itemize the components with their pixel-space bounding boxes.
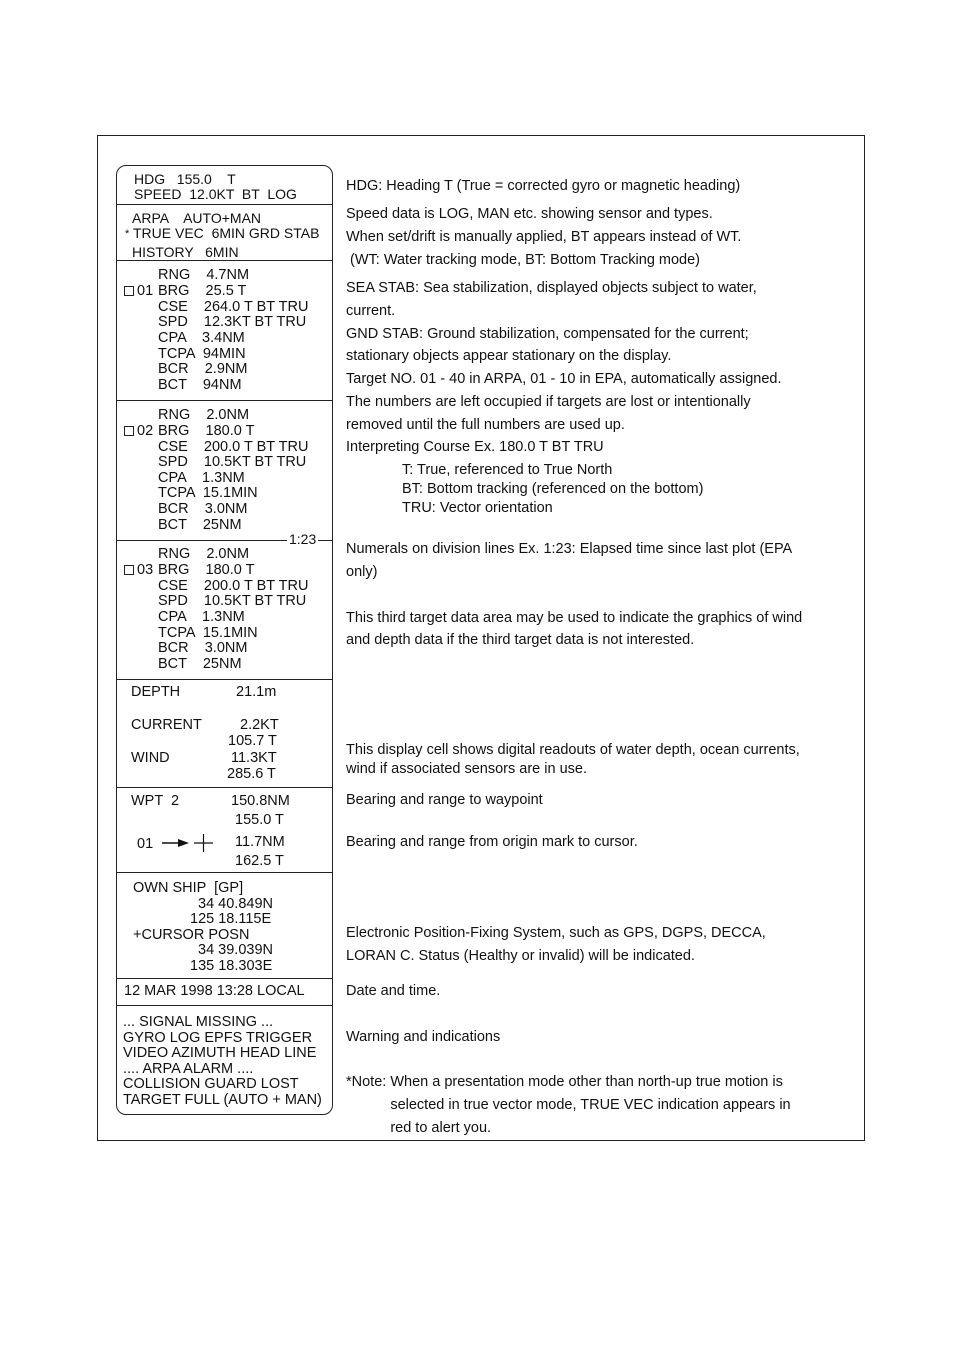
- warning-line: .... ARPA ALARM ....: [123, 1061, 254, 1077]
- desc-epfs: LORAN C. Status (Healthy or invalid) will be indicated.: [346, 948, 695, 964]
- panel-divider: [117, 204, 332, 205]
- target-number: 01: [137, 283, 154, 299]
- target-checkbox[interactable]: [124, 286, 134, 296]
- desc-waypoint: Bearing and range to waypoint: [346, 792, 543, 808]
- target-line: BRG 180.0 T: [158, 562, 255, 578]
- target-line: CSE 200.0 T BT TRU: [158, 578, 309, 594]
- target-checkbox[interactable]: [124, 565, 134, 575]
- target-line: RNG 2.0NM: [158, 407, 250, 423]
- desc-hdg: HDG: Heading T (True = corrected gyro or magnetic heading): [346, 178, 741, 194]
- warning-line: TARGET FULL (AUTO + MAN): [123, 1092, 322, 1108]
- wind-direction: 285.6 T: [227, 766, 276, 782]
- panel-divider: [117, 400, 332, 401]
- target-line: CPA 1.3NM: [158, 470, 245, 486]
- desc-course-code: T: True, referenced to True North: [402, 462, 613, 478]
- own-ship-label: OWN SHIP [GP]: [133, 880, 244, 896]
- desc-speed: (WT: Water tracking mode, BT: Bottom Tracking mode): [346, 252, 701, 268]
- desc-env: wind if associated sensors are in use.: [346, 761, 587, 777]
- target-line: CPA 1.3NM: [158, 609, 245, 625]
- warning-line: COLLISION GUARD LOST: [123, 1076, 299, 1092]
- desc-stab: removed until the full numbers are used up.: [346, 417, 625, 433]
- panel-divider: [117, 1005, 332, 1006]
- target-line: TCPA 94MIN: [158, 346, 246, 362]
- origin-mark-number: 01: [137, 836, 154, 852]
- arpa-mode: ARPA AUTO+MAN: [132, 210, 262, 226]
- depth-label: DEPTH: [131, 684, 181, 700]
- waypoint-label: WPT 2: [131, 793, 180, 809]
- panel-divider: [117, 978, 332, 979]
- current-direction: 105.7 T: [228, 733, 277, 749]
- current-speed: 2.2KT: [240, 717, 279, 733]
- cursor-bearing: 162.5 T: [235, 853, 284, 869]
- panel-divider: [117, 679, 332, 680]
- origin-arrow-icon: [160, 834, 216, 852]
- own-ship-latitude: 34 40.849N: [198, 896, 273, 912]
- target-line: BCT 94NM: [158, 377, 242, 393]
- panel-divider: [117, 260, 332, 261]
- target-line: BRG 180.0 T: [158, 423, 255, 439]
- target-number: 03: [137, 562, 154, 578]
- history-setting: HISTORY 6MIN: [132, 244, 239, 260]
- waypoint-range: 150.8NM: [231, 793, 290, 809]
- desc-cursor: Bearing and range from origin mark to cursor.: [346, 834, 638, 850]
- desc-epfs: Electronic Position-Fixing System, such as GPS, DGPS, DECCA,: [346, 925, 766, 941]
- target-checkbox[interactable]: [124, 426, 134, 436]
- cursor-longitude: 135 18.303E: [190, 958, 273, 974]
- desc-stab: Interpreting Course Ex. 180.0 T BT TRU: [346, 439, 604, 455]
- target-line: TCPA 15.1MIN: [158, 485, 258, 501]
- desc-stab: stationary objects appear stationary on the display.: [346, 348, 672, 364]
- vector-mode: TRUE VEC 6MIN GRD STAB: [133, 225, 320, 241]
- target-line: BCR 2.9NM: [158, 361, 248, 377]
- panel-divider: [117, 872, 332, 873]
- target-line: RNG 4.7NM: [158, 267, 250, 283]
- desc-stab: The numbers are left occupied if targets are lost or intentionally: [346, 394, 751, 410]
- waypoint-bearing: 155.0 T: [235, 812, 284, 828]
- target-line: SPD 12.3KT BT TRU: [158, 314, 307, 330]
- desc-numerals: Numerals on division lines Ex. 1:23: Elapsed time since last plot (EPA: [346, 541, 793, 557]
- target-line: SPD 10.5KT BT TRU: [158, 454, 307, 470]
- target-line: BCT 25NM: [158, 656, 242, 672]
- warning-line: ... SIGNAL MISSING ...: [123, 1014, 274, 1030]
- warning-line: VIDEO AZIMUTH HEAD LINE: [123, 1045, 317, 1061]
- target-line: TCPA 15.1MIN: [158, 625, 258, 641]
- depth-value: 21.1m: [236, 684, 277, 700]
- desc-stab: current.: [346, 303, 396, 319]
- warning-line: GYRO LOG EPFS TRIGGER: [123, 1030, 313, 1046]
- wind-speed: 11.3KT: [231, 750, 277, 766]
- desc-note: selected in true vector mode, TRUE VEC indication appears in: [346, 1097, 791, 1113]
- desc-speed: When set/drift is manually applied, BT appears instead of WT.: [346, 229, 742, 245]
- desc-warnings: Warning and indications: [346, 1029, 501, 1045]
- target-line: BRG 25.5 T: [158, 283, 247, 299]
- target-line: CPA 3.4NM: [158, 330, 245, 346]
- desc-stab: Target NO. 01 - 40 in ARPA, 01 - 10 in EPA, automatically assigned.: [346, 371, 782, 387]
- desc-course-code: TRU: Vector orientation: [402, 500, 553, 516]
- desc-third-target: and depth data if the third target data is not interested.: [346, 632, 695, 648]
- cursor-latitude: 34 39.039N: [198, 942, 273, 958]
- date-time-readout: 12 MAR 1998 13:28 LOCAL: [124, 983, 305, 999]
- cursor-range: 11.7NM: [235, 834, 285, 850]
- target-number: 02: [137, 423, 154, 439]
- speed-readout: SPEED 12.0KT BT LOG: [134, 186, 297, 202]
- wind-label: WIND: [131, 750, 170, 766]
- true-vec-star: *: [125, 228, 130, 240]
- hdg-readout: HDG 155.0 T: [134, 171, 236, 187]
- target-line: BCR 3.0NM: [158, 501, 248, 517]
- target-line: BCT 25NM: [158, 517, 242, 533]
- division-elapsed-time: 1:23: [289, 531, 317, 547]
- cursor-position-label: +CURSOR POSN: [133, 927, 250, 943]
- desc-speed: Speed data is LOG, MAN etc. showing sensor and types.: [346, 206, 713, 222]
- target-line: CSE 264.0 T BT TRU: [158, 299, 309, 315]
- desc-note: *Note: When a presentation mode other than north-up true motion is: [346, 1074, 783, 1090]
- target-line: CSE 200.0 T BT TRU: [158, 439, 309, 455]
- desc-stab: SEA STAB: Sea stabilization, displayed objects subject to water,: [346, 280, 757, 296]
- desc-third-target: This third target data area may be used to indicate the graphics of wind: [346, 610, 803, 626]
- panel-divider: [117, 787, 332, 788]
- own-ship-longitude: 125 18.115E: [190, 911, 272, 927]
- desc-datetime: Date and time.: [346, 983, 441, 999]
- target-line: SPD 10.5KT BT TRU: [158, 593, 307, 609]
- target-line: BCR 3.0NM: [158, 640, 248, 656]
- desc-env: This display cell shows digital readouts of water depth, ocean currents,: [346, 742, 800, 758]
- desc-course-code: BT: Bottom tracking (referenced on the bottom): [402, 481, 704, 497]
- desc-numerals: only): [346, 564, 378, 580]
- current-label: CURRENT: [131, 717, 202, 733]
- desc-note: red to alert you.: [346, 1120, 492, 1136]
- desc-stab: GND STAB: Ground stabilization, compensated for the current;: [346, 326, 749, 342]
- target-line: RNG 2.0NM: [158, 546, 250, 562]
